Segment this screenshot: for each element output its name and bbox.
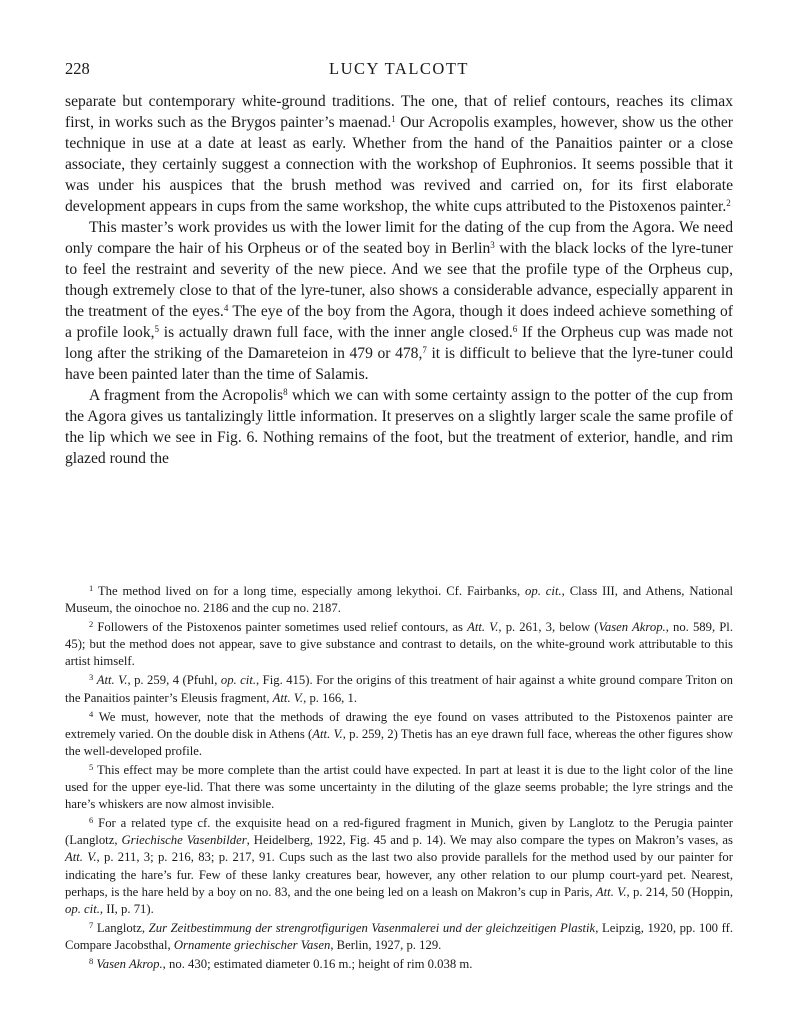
footnote-marker: 8 [89, 955, 94, 966]
italic-citation: Ornamente griechischer Vasen [173, 937, 331, 952]
footnote-6: $^6$ For a related type cf. the exquisite head on a red-figured fragment in Munich, given by Langlotz to the Perugia painter (Langlotz, Griechische Vasenbilder, Heidelberg, 1922, Fig. 45 and p. 14). We may also compare the types on Makron’s vases, as Att. V., p. 211, 3; p. 216, 83; p. 217, 91. Cups such as the last two also provide parallels for the method used by our painter for indicating the hare’s fur. Few of these lanky creatures bear, however, any other relation to our plump court-yard pet. Nearest, perhaps, is the hare held by a boy on no. 83, and the one being led on a leash on Makron’s cup in Paris, Att. V., p. 214, 50 (Hoppin, op. cit., II, p. 71). [65, 815, 733, 916]
footnote-marker: 3 [89, 672, 94, 683]
footnote-3: $^3$ Att. V., p. 259, 4 (Pfuhl, op. cit., Fig. 415). For the origins of this treatment of hair against a white ground compare Triton on the Panaitios painter’s Eleusis fragment, Att. V., p. 166, 1. [65, 672, 734, 705]
italic-citation: Vasen Akrop. [96, 956, 163, 971]
footnote-marker: 7 [89, 919, 94, 930]
italic-citation: Att. V. [96, 673, 128, 688]
italic-citation: Zur Zeitbestimmung der strengrotfigurigen Vasenmalerei und der gleichzeitigen Plastik [148, 920, 596, 935]
footnote-marker: 5 [89, 761, 94, 772]
italic-citation: Att. V. [65, 850, 97, 865]
page-header [65, 59, 733, 81]
footnote-2: $^2$ Followers of the Pistoxenos painter sometimes used relief contours, as Att. V., p. 261, 3, below (Vasen Akrop., no. 589, Pl. 45); but the method does not appear, save to give substance and contrast to details, on the white-ground work attributable to this artist himself. [65, 619, 733, 669]
italic-citation: Att. V. [272, 690, 304, 705]
italic-citation: op. cit. [220, 673, 257, 688]
footnote-ref: 8 [283, 387, 288, 397]
italic-citation: Att. V. [312, 726, 343, 741]
italic-citation: Griechische Vasenbilder [121, 833, 247, 848]
footnote-ref: 7 [422, 345, 427, 355]
footnote-ref: 1 [391, 114, 396, 124]
footnote-ref: 5 [154, 324, 160, 334]
footnote-1: $^1$ The method lived on for a long time, especially among lekythoi. Cf. Fairbanks, op. cit., Class III, and Athens, National Museum, the oinochoe no. 2186 and the cup no. 2187. [65, 583, 734, 616]
italic-citation: op. cit. [525, 584, 562, 598]
footnote-ref: 4 [223, 303, 229, 313]
footnote-4: $^4$ We must, however, note that the methods of drawing the eye found on vases attributed to the Pistoxenos painter are extremely varied. On the double disk in Athens (Att. V., p. 259, 2) Thetis has an eye drawn full face, whereas the other figures show the well-developed profile. [65, 708, 734, 758]
footnote-marker: 1 [89, 583, 94, 593]
footnote-marker: 6 [89, 815, 94, 826]
italic-citation: Att. V. [467, 620, 499, 635]
running-head: LUCY TALCOTT [329, 59, 469, 78]
footnote-ref: 3 [490, 240, 495, 250]
footnote-7: $^7$ Langlotz, Zur Zeitbestimmung der strengrotfigurigen Vasenmalerei und der gleichzeitigen Plastik, Leipzig, 1920, pp. 100 ff. Compare Jacobsthal, Ornamente griechischer Vasen, Berlin, 1927, p. 129. [65, 919, 733, 952]
body-text [65, 91, 733, 469]
italic-citation: Att. V. [595, 884, 627, 899]
paragraph-3: A fragment from the Acropolis$^8$ which we can with some certainty assign to the potter of the cup from the Agora gives us tantalizingly little information. It preserves on a slightly larger scale the same profile of the lip which we see in Fig. 6. Nothing remains of the foot, but the treatment of exterior, handle, and rim glazed round the [65, 387, 734, 467]
footnote-5: $^5$ This effect may be more complete than the artist could have expected. In part at least it is due to the light color of the line used for the upper eye-lid. That there was some uncertainty in the diluting of the glaze seems probable; the lyre strings and the hare’s whiskers are now almost invisible. [65, 761, 733, 812]
footnote-marker: 2 [89, 619, 94, 630]
footnote-ref: 2 [726, 198, 731, 208]
paragraph-1: separate but contemporary white-ground traditions. The one, that of relief contours, reaches its climax first, in works such as the Brygos painter’s maenad.$^1$ Our Acropolis examples, however, show us the other technique in use at a date at least as early. Whether from the hand of the Panaitios painter or a close associate, they certainly suggest a connection with the workshop of Euphronios. It seems possible that it was under his auspices that the brush method was revived and carried on, for its first elaborate development appears in cups from the same workshop, the white cups attributed to the Pistoxenos painter.$^2$ [65, 93, 733, 215]
italic-citation: Vasen Akrop. [598, 620, 666, 635]
italic-citation: op. cit. [65, 901, 100, 916]
footnote-marker: 4 [89, 708, 94, 719]
footnote-ref: 6 [512, 324, 518, 334]
paragraph-2: This master’s work provides us with the lower limit for the dating of the cup from the Agora. We need only compare the hair of his Orpheus or of the seated boy in Berlin$^3$ with the black locks of the lyre-tuner to feel the restraint and severity of the new piece. And we see that the profile type of the Orpheus cup, though extremely close to that of the lyre-tuner, also shows a considerable advance, especially apparent in the treatment of the eyes.$^4$ The eye of the boy from the Agora, though it does indeed achieve something of a profile look,$^5$ is actually drawn full face, with the inner angle closed.$^6$ If the Orpheus cup was made not long after the striking of the Damareteion in 479 or 478,$^7$ it is difficult to believe that the lyre-tuner could have been painted later than the time of Salamis. [65, 219, 734, 383]
footnote-8: $^8$ Vasen Akrop., no. 430; estimated diameter 0.16 m.; height of rim 0.038 m. [89, 955, 473, 971]
footnotes [65, 583, 733, 975]
page-number: 228 [65, 59, 90, 78]
